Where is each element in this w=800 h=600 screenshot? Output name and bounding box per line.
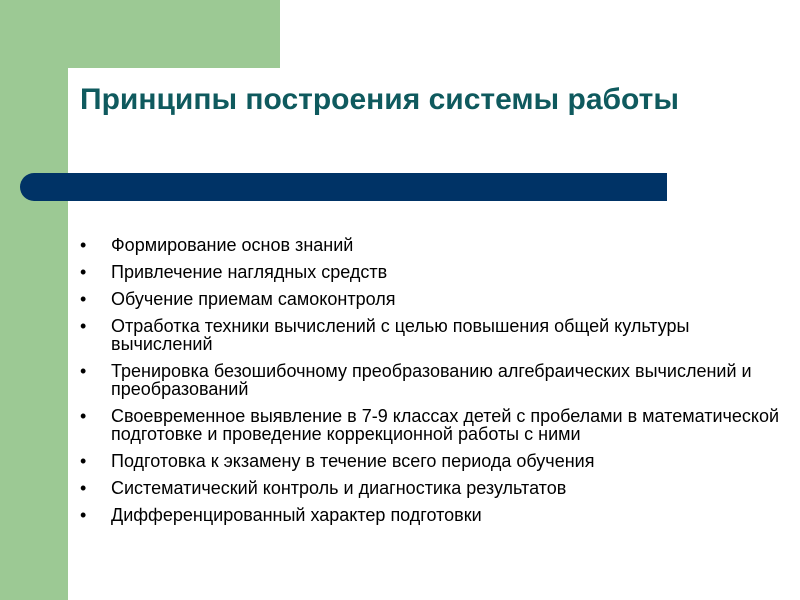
bullet-item-5 bbox=[80, 362, 780, 398]
bullet-item-1 bbox=[80, 236, 780, 254]
bullet-text-2: Привлечение наглядных средств bbox=[111, 262, 388, 282]
bullet-text-9: Дифференцированный характер подготовки bbox=[111, 505, 482, 525]
bullet-icon: • bbox=[80, 478, 87, 498]
bullet-item-9 bbox=[80, 506, 780, 524]
bullet-icon: • bbox=[80, 262, 87, 282]
bullet-icon: • bbox=[80, 406, 87, 426]
slide-title: Принципы построения системы работы bbox=[80, 83, 679, 116]
bullet-icon: • bbox=[80, 361, 87, 381]
bullet-icon: • bbox=[80, 316, 87, 336]
bullet-text-1: Формирование основ знаний bbox=[111, 235, 354, 255]
bullet-text-4: Отработка техники вычислений с целью повышения общей культуры вычислений bbox=[111, 316, 690, 354]
bullet-item-7 bbox=[80, 452, 780, 470]
green-frame-left bbox=[0, 0, 68, 600]
bullet-icon: • bbox=[80, 289, 87, 309]
title-underline-bar bbox=[20, 173, 667, 201]
bullet-item-6 bbox=[80, 407, 780, 443]
bullet-item-2 bbox=[80, 263, 780, 281]
bullet-text-3: Обучение приемам самоконтроля bbox=[111, 289, 396, 309]
bullet-icon: • bbox=[80, 451, 87, 471]
bullet-item-4 bbox=[80, 317, 780, 353]
bullet-text-8: Систематический контроль и диагностика результатов bbox=[111, 478, 567, 498]
bullet-item-3 bbox=[80, 290, 780, 308]
bullet-item-8 bbox=[80, 479, 780, 497]
green-frame-top bbox=[0, 0, 280, 68]
bullet-text-6: Своевременное выявление в 7-9 классах детей с пробелами в математической подготовке и проведение коррекционной работы с ними bbox=[111, 406, 780, 444]
bullet-text-7: Подготовка к экзамену в течение всего периода обучения bbox=[111, 451, 595, 471]
bullet-icon: • bbox=[80, 505, 87, 525]
bullet-icon: • bbox=[80, 235, 87, 255]
bullet-list bbox=[80, 236, 780, 533]
bullet-text-5: Тренировка безошибочному преобразованию алгебраических вычислений и преобразований bbox=[111, 361, 752, 399]
